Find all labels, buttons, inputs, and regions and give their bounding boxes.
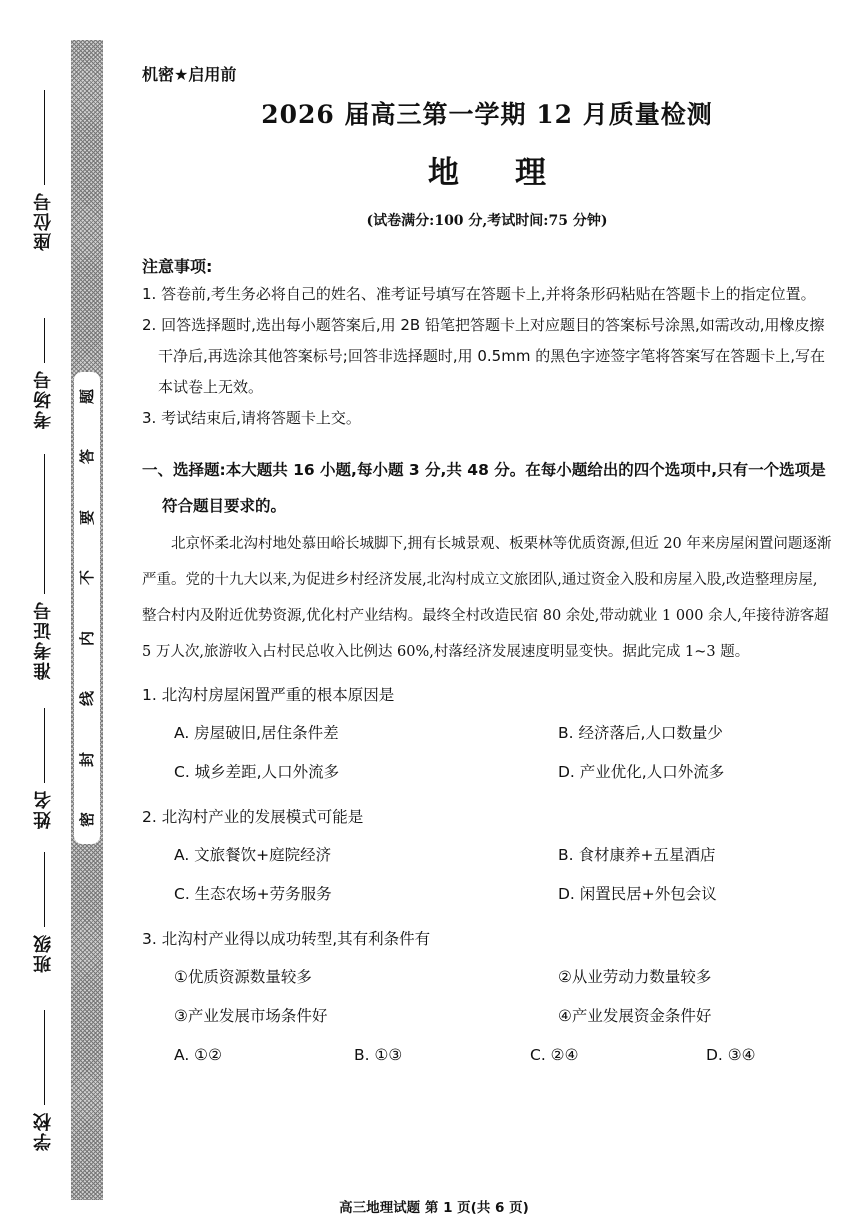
statement-4: ④产业发展资金条件好 [558,1007,712,1025]
option-a: A. 文旅餐饮+庭院经济 [174,846,332,864]
option-d: D. ③④ [706,1046,756,1064]
exam-title: 2026 届高三第一学期 12 月质量检测 [261,100,713,129]
seal-char: 线 [78,691,97,707]
seal-char: 封 [78,751,97,767]
option-group [142,1036,832,1075]
seal-char: 内 [78,630,97,646]
notice-item: 1. 答卷前,考生务必将自己的姓名、准考证号填写在答题卡上,并将条形码粘贴在答题卡上的指定位置。 [142,285,816,303]
question-stem: 1. 北沟村房屋闲置严重的根本原因是 [142,686,395,704]
exam-room-field [30,318,58,429]
option-group [142,714,832,792]
option-d: D. 闲置民居+外包会议 [558,885,717,903]
notice-item: 2. 回答选择题时,选出每小题答案后,用 2B 铅笔把答题卡上对应题目的答案标号涂黑,如需改动,用橡皮擦干净后,再选涂其他答案标号;回答非选择题时,用 0.5mm 的黑色字迹签字笔将答案写在答题卡上,写在本试卷上无效。 [142,316,825,396]
reading-passage: 北京怀柔北沟村地处慕田峪长城脚下,拥有长城景观、板栗林等优质资源,但近 20 年来房屋闲置问题逐渐严重。党的十九大以来,为促进乡村经济发展,北沟村成立文旅团队,通过资金入股和房屋入股,改造整理房屋,整合村内及附近优势资源,优化村产业结构。最终全村改造民宿 80 余处,带动就业 1 000 余人,年接待游客超 5 万人次,旅游收入占村民总收入比例达 60%,村落经济发展速度明显变快。据此完成 1~3 题。 [142,536,832,660]
notice-item: 3. 考试结束后,请将答题卡上交。 [142,409,361,427]
name-line [44,708,45,783]
seal-char: 题 [78,388,97,405]
class-field [30,852,58,973]
seat-number-line [44,90,45,185]
option-c: C. ②④ [530,1046,579,1064]
seat-number-label: 座位号 [33,191,54,251]
option-d: D. 产业优化,人口外流多 [558,763,725,781]
admission-number-line [44,454,45,594]
exam-room-label: 考场号 [33,369,54,429]
binding-margin [0,0,70,1227]
notice-heading: 注意事项: [142,257,213,276]
confidential-label: 机密★启用前 [142,65,237,84]
page-footer: 高三地理试题 第 1 页(共 6 页) [339,1200,529,1216]
seat-number-field [30,90,58,251]
seal-char: 不 [78,570,97,586]
question-1 [142,676,832,792]
exam-page-content [142,62,832,1075]
seal-char: 要 [78,509,97,525]
notice-list [142,279,832,434]
seal-char: 密 [78,811,97,827]
option-c: C. 生态农场+劳务服务 [174,885,332,903]
class-label: 班级 [33,933,54,973]
seal-char: 答 [78,449,97,465]
class-line [44,852,45,927]
question-3 [142,920,832,1075]
admission-number-field [30,454,58,680]
name-field [30,708,58,829]
exam-info: (试卷满分:100 分,考试时间:75 分钟) [366,213,608,229]
seal-line-text [74,372,100,844]
exam-room-line [44,318,45,363]
statement-3: ③产业发展市场条件好 [174,1007,328,1025]
question-stem: 3. 北沟村产业得以成功转型,其有利条件有 [142,930,431,948]
option-group [142,836,832,914]
admission-number-label: 准考证号 [33,600,54,680]
school-line [44,1010,45,1105]
question-stem: 2. 北沟村产业的发展模式可能是 [142,808,364,826]
option-a: A. 房屋破旧,居住条件差 [174,724,339,742]
question-2 [142,798,832,914]
option-b: B. 经济落后,人口数量少 [558,724,723,742]
statement-2: ②从业劳动力数量较多 [558,968,712,986]
option-b: B. ①③ [354,1046,403,1064]
school-field [30,1010,58,1151]
statement-1: ①优质资源数量较多 [174,968,312,986]
subject-title: 地理 [428,155,602,191]
name-label: 姓名 [33,789,54,829]
school-label: 学校 [33,1111,54,1151]
section-heading: 一、选择题:本大题共 16 小题,每小题 3 分,共 48 分。在每小题给出的四个选项中,只有一个选项是符合题目要求的。 [142,461,826,515]
option-c: C. 城乡差距,人口外流多 [174,763,340,781]
option-b: B. 食材康养+五星酒店 [558,846,716,864]
statement-group [142,958,832,1036]
option-a: A. ①② [174,1046,222,1064]
